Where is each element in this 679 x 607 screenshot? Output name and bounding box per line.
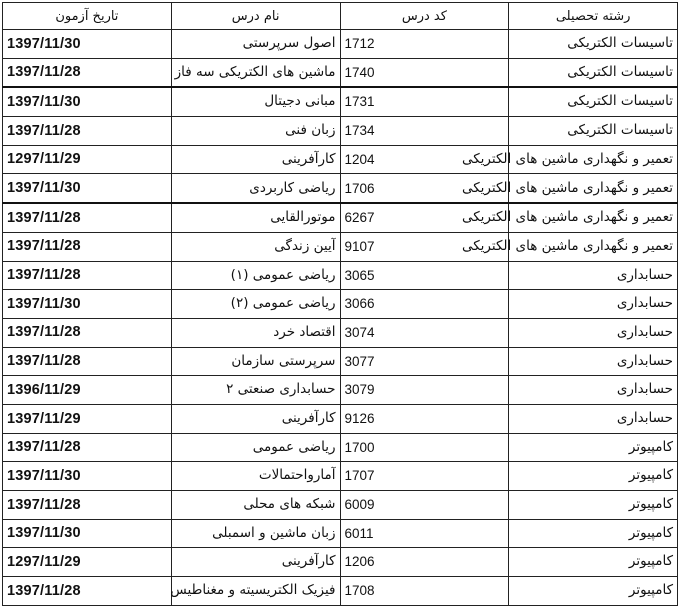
cell-code: 6009 bbox=[340, 491, 509, 520]
cell-date: 1397/11/30 bbox=[3, 519, 172, 548]
table-row bbox=[3, 117, 678, 146]
table-row bbox=[3, 174, 678, 203]
cell-date: 1397/11/28 bbox=[3, 577, 172, 606]
cell-code: 1712 bbox=[340, 30, 509, 59]
cell-name: کارآفرینی bbox=[171, 548, 340, 577]
cell-code: 1706 bbox=[340, 174, 509, 203]
cell-name: کارآفرینی bbox=[171, 145, 340, 174]
cell-date: 1297/11/29 bbox=[3, 145, 172, 174]
cell-code: 9126 bbox=[340, 404, 509, 433]
cell-major: کامپیوتر bbox=[509, 433, 678, 462]
cell-code: 1734 bbox=[340, 117, 509, 146]
table-row bbox=[3, 261, 678, 290]
cell-date: 1397/11/30 bbox=[3, 290, 172, 319]
cell-code: 1708 bbox=[340, 577, 509, 606]
cell-major: کامپیوتر bbox=[509, 548, 678, 577]
cell-name: اقتصاد خرد bbox=[171, 318, 340, 347]
cell-date: 1397/11/30 bbox=[3, 30, 172, 59]
cell-name: آیین زندگی bbox=[171, 232, 340, 261]
header-row bbox=[3, 3, 678, 30]
table-row bbox=[3, 87, 678, 116]
cell-code: 1206 bbox=[340, 548, 509, 577]
cell-code: 1204 bbox=[340, 145, 509, 174]
cell-major: کامپیوتر bbox=[509, 491, 678, 520]
table-row bbox=[3, 577, 678, 606]
cell-major: حسابداری bbox=[509, 376, 678, 405]
table-row bbox=[3, 203, 678, 232]
cell-major: تعمیر و نگهداری ماشین های الکتریکی bbox=[509, 232, 678, 261]
table-row bbox=[3, 30, 678, 59]
cell-major: حسابداری bbox=[509, 290, 678, 319]
cell-major: کامپیوتر bbox=[509, 462, 678, 491]
cell-major: کامپیوتر bbox=[509, 577, 678, 606]
table-row bbox=[3, 491, 678, 520]
cell-major: تعمیر و نگهداری ماشین های الکتریکی bbox=[509, 203, 678, 232]
cell-major: تعمیر و نگهداری ماشین های الکتریکی bbox=[509, 174, 678, 203]
cell-code: 6011 bbox=[340, 519, 509, 548]
cell-date: 1397/11/30 bbox=[3, 462, 172, 491]
cell-code: 3065 bbox=[340, 261, 509, 290]
cell-date: 1397/11/28 bbox=[3, 491, 172, 520]
cell-major: تاسیسات الکتریکی bbox=[509, 87, 678, 116]
cell-date: 1297/11/29 bbox=[3, 548, 172, 577]
cell-code: 1740 bbox=[340, 58, 509, 87]
table-row bbox=[3, 404, 678, 433]
cell-date: 1397/11/30 bbox=[3, 174, 172, 203]
cell-date: 1397/11/28 bbox=[3, 58, 172, 87]
exam-schedule-table bbox=[2, 2, 678, 606]
cell-date: 1396/11/29 bbox=[3, 376, 172, 405]
header-date: تاریخ آزمون bbox=[3, 3, 172, 30]
header-major: رشته تحصیلی bbox=[509, 3, 678, 30]
cell-code: 1731 bbox=[340, 87, 509, 116]
cell-code: 3079 bbox=[340, 376, 509, 405]
header-code: کد درس bbox=[340, 3, 509, 30]
cell-date: 1397/11/28 bbox=[3, 433, 172, 462]
cell-major: حسابداری bbox=[509, 318, 678, 347]
cell-name: سرپرستی سازمان bbox=[171, 347, 340, 376]
cell-date: 1397/11/28 bbox=[3, 318, 172, 347]
table-row bbox=[3, 58, 678, 87]
table-row bbox=[3, 376, 678, 405]
table-row bbox=[3, 519, 678, 548]
cell-name: اصول سرپرستی bbox=[171, 30, 340, 59]
cell-name: زبان فنی bbox=[171, 117, 340, 146]
table-row bbox=[3, 347, 678, 376]
cell-name: ریاضی عمومی (۲) bbox=[171, 290, 340, 319]
cell-name: شبکه های محلی bbox=[171, 491, 340, 520]
cell-date: 1397/11/30 bbox=[3, 87, 172, 116]
cell-major: کامپیوتر bbox=[509, 519, 678, 548]
cell-code: 9107 bbox=[340, 232, 509, 261]
cell-major: تاسیسات الکتریکی bbox=[509, 58, 678, 87]
cell-name: ماشین های الکتریکی سه فاز bbox=[171, 58, 340, 87]
cell-code: 3074 bbox=[340, 318, 509, 347]
cell-name: مبانی دجیتال bbox=[171, 87, 340, 116]
cell-name: ریاضی عمومی (۱) bbox=[171, 261, 340, 290]
cell-name: حسابداری صنعتی ۲ bbox=[171, 376, 340, 405]
cell-date: 1397/11/29 bbox=[3, 404, 172, 433]
table-row bbox=[3, 232, 678, 261]
cell-name: موتورالقایی bbox=[171, 203, 340, 232]
cell-name: ریاضی کاربردی bbox=[171, 174, 340, 203]
cell-name: آمارواحتمالات bbox=[171, 462, 340, 491]
cell-name: کارآفرینی bbox=[171, 404, 340, 433]
cell-date: 1397/11/28 bbox=[3, 203, 172, 232]
cell-code: 3066 bbox=[340, 290, 509, 319]
table-row bbox=[3, 433, 678, 462]
cell-date: 1397/11/28 bbox=[3, 232, 172, 261]
cell-code: 1700 bbox=[340, 433, 509, 462]
cell-code: 6267 bbox=[340, 203, 509, 232]
cell-date: 1397/11/28 bbox=[3, 347, 172, 376]
cell-major: حسابداری bbox=[509, 347, 678, 376]
cell-name: فیزیک الکتریسیته و مغناطیس bbox=[171, 577, 340, 606]
table-row bbox=[3, 290, 678, 319]
table-row bbox=[3, 145, 678, 174]
table-row bbox=[3, 462, 678, 491]
cell-major: حسابداری bbox=[509, 261, 678, 290]
header-name: نام درس bbox=[171, 3, 340, 30]
cell-name: زبان ماشین و اسمبلی bbox=[171, 519, 340, 548]
cell-code: 1707 bbox=[340, 462, 509, 491]
table-row bbox=[3, 318, 678, 347]
cell-date: 1397/11/28 bbox=[3, 117, 172, 146]
cell-major: تاسیسات الکتریکی bbox=[509, 30, 678, 59]
cell-code: 3077 bbox=[340, 347, 509, 376]
cell-major: تاسیسات الکتریکی bbox=[509, 117, 678, 146]
cell-date: 1397/11/28 bbox=[3, 261, 172, 290]
cell-major: تعمیر و نگهداری ماشین های الکتریکی bbox=[509, 145, 678, 174]
table-row bbox=[3, 548, 678, 577]
cell-name: ریاضی عمومی bbox=[171, 433, 340, 462]
cell-major: حسابداری bbox=[509, 404, 678, 433]
